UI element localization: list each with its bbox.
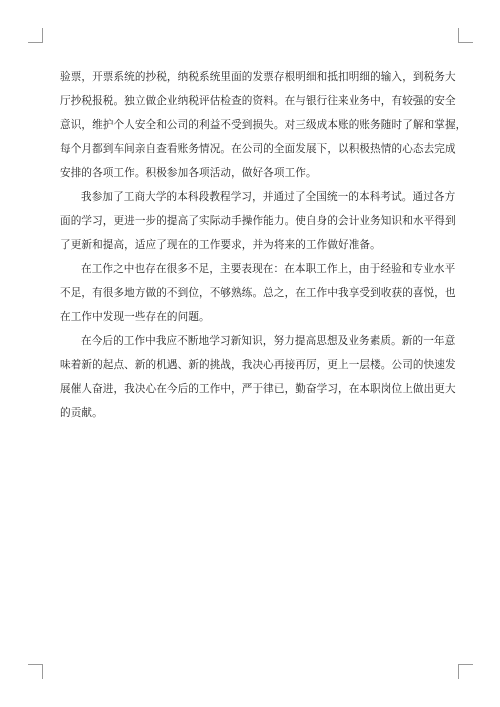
text-line: 的贡献。	[60, 407, 103, 419]
corner-mark-top-left	[28, 28, 43, 43]
paragraph-3	[60, 257, 456, 329]
document-body	[60, 65, 467, 425]
corner-mark-top-right	[458, 28, 473, 43]
text-line-indented: 在工作之中也存在很多不足，主要表现在：在本职工作上，由于经验和专业水平	[81, 263, 456, 275]
text-line-indented: 在今后的工作中我应不断地学习新知识，努力提高思想及业务素质。新的一年意	[81, 335, 456, 347]
text-line: 安排的各项工作。积极参加各项活动，做好各项工作。	[60, 167, 317, 179]
text-line: 厅抄税报税。独立做企业纳税评估检查的资料。在与银行往来业务中，有较强的安全	[60, 95, 456, 107]
text-line: 验票，开票系统的抄税，纳税系统里面的发票存根明细和抵扣明细的输入，到税务大	[60, 71, 456, 83]
text-line: 味着新的起点、新的机遇、新的挑战，我决心再接再厉，更上一层楼。公司的快速发	[60, 359, 456, 371]
text-line: 了更新和提高，适应了现在的工作要求，并为将来的工作做好准备。	[60, 239, 381, 251]
corner-mark-bottom-left	[28, 664, 43, 679]
text-line: 不足，有很多地方做的不到位，不够熟练。总之，在工作中我享受到收获的喜悦，也	[60, 287, 456, 299]
text-line: 展催人奋进，我决心在今后的工作中，严于律已，勤奋学习，在本职岗位上做出更大	[60, 383, 456, 395]
text-line: 每个月都到车间亲自查看账务情况。在公司的全面发展下，以积极热情的心态去完成	[60, 143, 456, 155]
text-line-indented: 我参加了工商大学的本科段教程学习，并通过了全国统一的本科考试。通过各方	[81, 191, 456, 203]
text-line: 面的学习，更进一步的提高了实际动手操作能力。使自身的会计业务知识和水平得到	[60, 215, 456, 227]
text-line: 在工作中发现一些存在的问题。	[60, 311, 210, 323]
corner-mark-bottom-right	[458, 664, 473, 679]
text-line: 意识，维护个人安全和公司的利益不受到损失。对三级成本账的账务随时了解和掌握，	[60, 119, 467, 131]
paragraph-2	[60, 185, 456, 257]
paragraph-1	[60, 65, 467, 185]
paragraph-4	[60, 329, 456, 425]
